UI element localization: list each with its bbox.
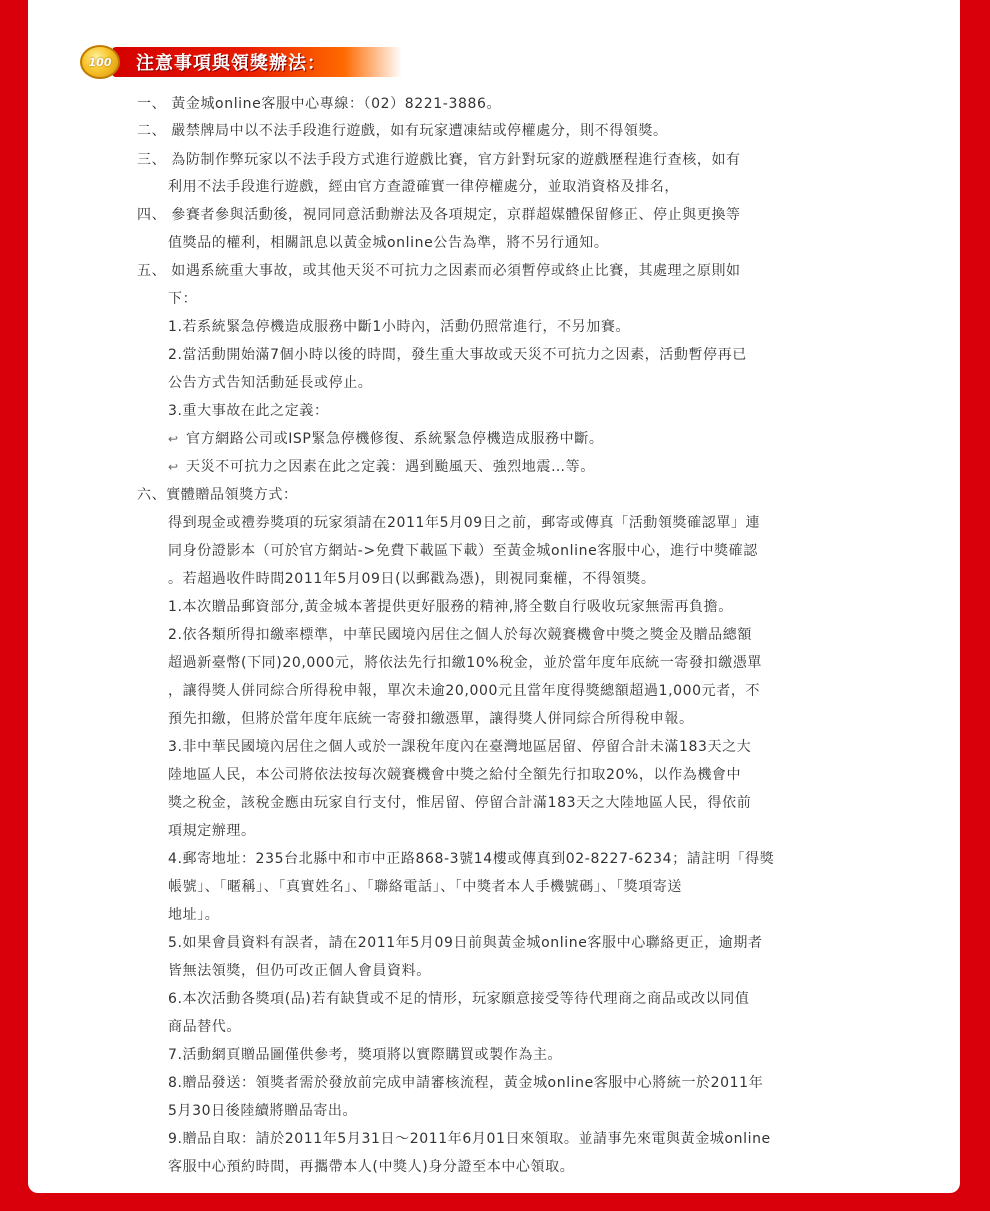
rule-line-text: 下： bbox=[168, 291, 198, 307]
rule-line bbox=[168, 314, 630, 340]
arrow-bullet-icon: ↩ bbox=[168, 432, 179, 446]
rule-line-text: 6.本次活動各獎項(品)若有缺貨或不足的情形，玩家願意接受等待代理商之商品或改以同值 bbox=[168, 991, 750, 1007]
rule-line bbox=[168, 1042, 562, 1068]
rule-line-text: 3.非中華民國境內居住之個人或於一課稅年度內在臺灣地區居留、停留合計未滿183天之大 bbox=[168, 739, 752, 755]
coin-badge-text: 100 bbox=[88, 55, 112, 69]
title-banner bbox=[112, 47, 402, 77]
rule-line-text: 客服中心預約時間，再攜帶本人(中獎人)身分證至本中心領取。 bbox=[168, 1159, 575, 1175]
rule-line-text: 利用不法手段進行遊戲，經由官方查證確實一律停權處分，並取消資格及排名， bbox=[168, 179, 679, 195]
rule-line bbox=[168, 510, 760, 536]
rule-line bbox=[168, 622, 752, 648]
rule-line-text: 獎之稅金，該稅金應由玩家自行支付，惟居留、停留合計滿183天之大陸地區人民，得依前 bbox=[168, 795, 752, 811]
rule-line bbox=[137, 258, 741, 284]
rule-line-text: 得到現金或禮券獎項的玩家須請在2011年5月09日之前，郵寄或傳真「活動領獎確認單」連 bbox=[168, 515, 761, 531]
rule-line bbox=[168, 174, 679, 200]
section-header bbox=[80, 44, 402, 80]
rule-line-text: 1.本次贈品郵資部分,黃金城本著提供更好服務的精神,將全數自行吸收玩家無需再負擔。 bbox=[168, 599, 733, 615]
rule-line-text: 3.重大事故在此之定義： bbox=[168, 403, 329, 419]
rule-line-text: 預先扣繳，但將於當年度年底統一寄發扣繳憑單，讓得獎人併同綜合所得稅申報。 bbox=[168, 711, 694, 727]
rule-line bbox=[168, 1070, 763, 1096]
rule-line-text: 陸地區人民，本公司將依法按每次競賽機會中獎之給付全額先行扣取20%，以作為機會中 bbox=[168, 767, 742, 783]
rule-line bbox=[137, 482, 298, 508]
rule-line-text: 5月30日後陸續將贈品寄出。 bbox=[168, 1103, 358, 1119]
rule-line bbox=[168, 846, 774, 872]
rule-line-text: 帳號」、「暱稱」、「真實姓名」、「聯絡電話」、「中獎者本人手機號碼」、「獎項寄送 bbox=[168, 879, 682, 895]
coin-badge-icon bbox=[80, 45, 120, 79]
rule-line-text: 官方網路公司或ISP緊急停機修復、系統緊急停機造成服務中斷。 bbox=[186, 431, 604, 447]
rule-line-text: 皆無法領獎，但仍可改正個人會員資料。 bbox=[168, 963, 431, 979]
rule-line bbox=[168, 426, 603, 452]
rule-line bbox=[168, 454, 595, 480]
section-title: 注意事項與領獎辦法： bbox=[136, 53, 326, 74]
rule-line-text: 9.贈品自取：請於2011年5月31日～2011年6月01日來領取。並請事先來電與黃金城online bbox=[168, 1131, 771, 1147]
rule-line-text: 六、實體贈品領獎方式： bbox=[137, 487, 298, 503]
rule-line bbox=[168, 958, 431, 984]
rule-line-text: 5.如果會員資料有誤者，請在2011年5月09日前與黃金城online客服中心聯絡更正，逾期者 bbox=[168, 935, 763, 951]
rule-line bbox=[168, 986, 749, 1012]
rule-line bbox=[168, 734, 751, 760]
rule-line-text: 公告方式告知活動延長或停止。 bbox=[168, 375, 373, 391]
rule-line bbox=[168, 930, 763, 956]
rule-line bbox=[168, 538, 758, 564]
rule-line-text: 8.贈品發送：領獎者需於發放前完成申請審核流程，黃金城online客服中心將統一於2011年 bbox=[168, 1075, 764, 1091]
rule-line-text: 7.活動網頁贈品圖僅供參考，獎項將以實際購買或製作為主。 bbox=[168, 1047, 563, 1063]
rule-line bbox=[137, 202, 741, 228]
rule-line bbox=[168, 706, 694, 732]
rule-line-text: 2.當活動開始滿7個小時以後的時間，發生重大事故或天災不可抗力之因素，活動暫停再已 bbox=[168, 347, 747, 363]
rule-line bbox=[168, 566, 655, 592]
rule-line-text: 五、 如遇系統重大事故，或其他天災不可抗力之因素而必須暫停或終止比賽，其處理之原則如 bbox=[137, 263, 741, 279]
rule-line bbox=[168, 678, 760, 704]
rule-line-text: 三、 為防制作弊玩家以不法手段方式進行遊戲比賽，官方針對玩家的遊戲歷程進行查核，如有 bbox=[137, 152, 741, 168]
rule-line bbox=[168, 874, 682, 900]
rule-line-text: 值獎品的權利，相關訊息以黃金城online公告為準，將不另行通知。 bbox=[168, 235, 609, 251]
rule-line-text: 超過新臺幣(下同)20,000元，將依法先行扣繳10%稅金，並於當年度年底統一寄發扣繳憑單 bbox=[168, 655, 763, 671]
rule-line bbox=[137, 147, 741, 173]
arrow-bullet-icon: ↩ bbox=[168, 460, 179, 474]
rule-line-text: 項規定辦理。 bbox=[168, 823, 256, 839]
rule-line bbox=[168, 398, 329, 424]
rule-line-text: 1.若系統緊急停機造成服務中斷1小時內，活動仍照常進行，不另加賽。 bbox=[168, 319, 631, 335]
rule-line bbox=[168, 1098, 357, 1124]
rule-line bbox=[168, 902, 219, 928]
rule-line bbox=[168, 1014, 241, 1040]
rule-line-text: 2.依各類所得扣繳率標準，中華民國境內居住之個人於每次競賽機會中獎之獎金及贈品總額 bbox=[168, 627, 752, 643]
rule-line bbox=[137, 91, 501, 117]
rule-line bbox=[168, 286, 197, 312]
rule-line bbox=[168, 342, 747, 368]
rule-line bbox=[168, 230, 609, 256]
rule-line-text: 同身份證影本（可於官方網站->免費下載區下載）至黃金城online客服中心，進行中獎確認 bbox=[168, 543, 758, 559]
rule-line-text: 天災不可抗力之因素在此之定義：遇到颱風天、強烈地震…等。 bbox=[186, 459, 595, 475]
rule-line bbox=[168, 650, 762, 676]
rule-line-text: 。若超過收件時間2011年5月09日(以郵戳為憑)，則視同棄權，不得領獎。 bbox=[168, 571, 656, 587]
rule-line bbox=[168, 594, 733, 620]
rule-line bbox=[168, 1126, 771, 1152]
rule-line bbox=[168, 370, 372, 396]
rule-line-text: 4.郵寄地址：235台北縣中和市中正路868-3號14樓或傳真到02-8227-6234；請註明「得獎 bbox=[168, 851, 775, 867]
rule-line-text: 四、 參賽者參與活動後，視同同意活動辦法及各項規定，京群超媒體保留修正、停止與更換等 bbox=[137, 207, 741, 223]
rule-line-text: 一、 黃金城online客服中心專線：（02）8221-3886。 bbox=[137, 96, 502, 112]
rule-line bbox=[168, 762, 741, 788]
rule-line-text: ，讓得獎人併同綜合所得稅申報，單次未逾20,000元且當年度得獎總額超過1,000元者，不 bbox=[168, 683, 761, 699]
rule-line bbox=[168, 818, 256, 844]
rule-line-text: 二、 嚴禁牌局中以不法手段進行遊戲，如有玩家遭凍結或停權處分，則不得領獎。 bbox=[137, 123, 668, 139]
rule-line bbox=[137, 118, 668, 144]
rule-line-text: 商品替代。 bbox=[168, 1019, 241, 1035]
rule-line bbox=[168, 1154, 574, 1180]
rule-line-text: 地址」。 bbox=[168, 907, 220, 923]
rule-line bbox=[168, 790, 751, 816]
